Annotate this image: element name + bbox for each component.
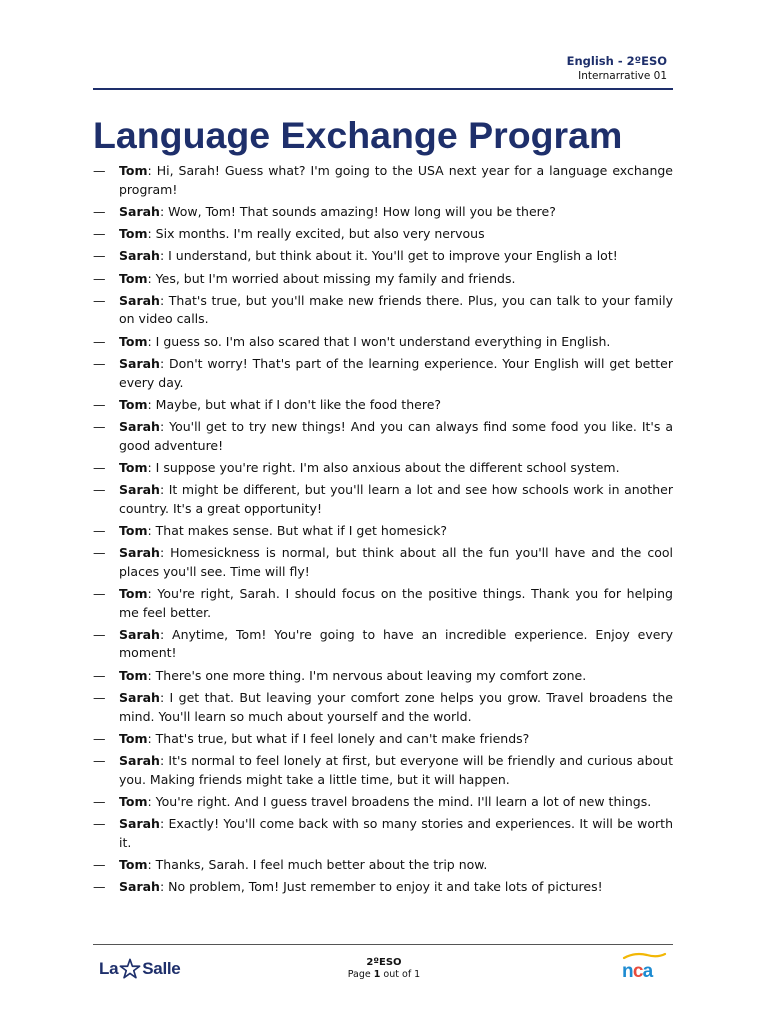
speaker-name: Tom	[119, 333, 148, 349]
subject-label: English - 2ºESO	[566, 54, 667, 68]
dash-marker: —	[93, 753, 106, 769]
speaker-name: Tom	[119, 857, 148, 873]
speech: : Maybe, but what if I don't like the food there?	[147, 396, 442, 412]
dialogue-line	[93, 544, 673, 581]
dialogue-text	[119, 878, 673, 897]
dash-marker: —	[93, 163, 106, 178]
speech: : Homesickness is normal, but think about all the fun you'll have and the cool places you'll see. Time will fly!	[119, 545, 673, 579]
dash-marker: —	[93, 667, 106, 683]
speaker-name: Tom	[119, 730, 148, 746]
dialogue-line	[93, 815, 673, 852]
dialogue-line	[93, 247, 673, 266]
dialogue-line	[93, 333, 673, 352]
speech: : Wow, Tom! That sounds amazing! How long will you be there?	[159, 203, 556, 219]
dialogue-text	[119, 815, 673, 852]
speech: : I get that. But leaving your comfort zone helps you grow. Travel broadens the mind. You'll learn so much about yourself and the world.	[119, 690, 673, 724]
dialogue-text	[119, 247, 673, 266]
dialogue-line	[93, 459, 673, 478]
speech: : That's true, but you'll make new friends there. Plus, you can talk to your family on video calls.	[119, 292, 673, 327]
speaker-name: Sarah	[119, 816, 160, 832]
dash-marker: —	[93, 226, 106, 242]
dash-marker: —	[93, 730, 106, 746]
dialogue-text	[119, 585, 673, 622]
dash-marker: —	[93, 857, 106, 873]
dialogue-line	[93, 292, 673, 329]
speech: : That's true, but what if I feel lonely and can't make friends?	[147, 730, 530, 746]
speech: : Hi, Sarah! Guess what? I'm going to the USA next year for a language exchange program!	[119, 163, 673, 197]
dash-marker: —	[93, 586, 106, 602]
dialogue-line	[93, 626, 673, 663]
speech: : You'll get to try new things! And you can always find some food you like. It's a good adventure!	[119, 419, 673, 453]
dash-marker: —	[93, 545, 106, 561]
dash-marker: —	[93, 356, 106, 372]
dialogue-text	[119, 459, 673, 478]
speaker-name: Sarah	[119, 203, 160, 219]
dash-marker: —	[93, 626, 106, 642]
dialogue-text	[119, 544, 673, 581]
lasalle-logo-text-salle: Salle	[142, 959, 181, 978]
speech: : You're right, Sarah. I should focus on the positive things. Thank you for helping me feel better.	[119, 586, 673, 620]
speech: : There's one more thing. I'm nervous about leaving my comfort zone.	[147, 667, 587, 683]
dialogue-text	[119, 396, 673, 415]
dialogue-line	[93, 856, 673, 875]
speaker-name: Tom	[119, 667, 148, 683]
speech: : Anytime, Tom! You're going to have an incredible experience. Enjoy every moment!	[119, 626, 673, 661]
speaker-name: Tom	[119, 793, 148, 809]
document-code: Internarrative 01	[578, 70, 667, 82]
speaker-name: Tom	[119, 226, 148, 242]
speech: : I suppose you're right. I'm also anxious about the different school system.	[147, 459, 620, 475]
speaker-name: Tom	[119, 396, 148, 412]
page-current: 1	[373, 969, 381, 980]
header-divider	[93, 88, 673, 90]
speaker-name: Sarah	[119, 482, 160, 498]
dialogue-text	[119, 752, 673, 789]
speech: : No problem, Tom! Just remember to enjoy it and take lots of pictures!	[159, 879, 603, 895]
dialogue-line	[93, 481, 673, 518]
speaker-name: Sarah	[119, 753, 160, 769]
dialogue-text	[119, 626, 673, 663]
page-title: Language Exchange Program	[93, 114, 623, 156]
dialogue-text	[119, 667, 673, 686]
dialogue-line	[93, 878, 673, 897]
dialogue-list	[93, 162, 673, 901]
speaker-name: Sarah	[119, 248, 160, 264]
dialogue-text	[119, 418, 673, 455]
speaker-name: Sarah	[119, 626, 160, 642]
lasalle-logo-text-la: La	[99, 959, 119, 978]
dialogue-text	[119, 355, 673, 392]
dash-marker: —	[93, 270, 106, 286]
dash-marker: —	[93, 482, 106, 498]
speech: : Six months. I'm really excited, but also very nervous	[147, 226, 485, 242]
dialogue-line	[93, 225, 673, 244]
dash-marker: —	[93, 203, 106, 219]
dialogue-text	[119, 203, 673, 222]
speech: : I guess so. I'm also scared that I won't understand everything in English.	[147, 333, 611, 349]
footer-divider	[93, 944, 673, 945]
dialogue-line	[93, 203, 673, 222]
dash-marker: —	[93, 690, 106, 706]
speaker-name: Tom	[119, 163, 148, 178]
speaker-name: Tom	[119, 270, 148, 286]
dialogue-text	[119, 292, 673, 329]
dialogue-text	[119, 730, 673, 749]
dialogue-line	[93, 270, 673, 289]
dialogue-line	[93, 585, 673, 622]
svg-text:nca: nca	[622, 961, 653, 982]
document-header	[567, 54, 667, 83]
dialogue-line	[93, 752, 673, 789]
footer-course: 2ºESO	[366, 957, 402, 968]
speech: : Thanks, Sarah. I feel much better about the trip now.	[147, 857, 488, 873]
dialogue-line	[93, 793, 673, 812]
speech: : I understand, but think about it. You'll get to improve your English a lot!	[159, 248, 618, 264]
dialogue-text	[119, 689, 673, 726]
dialogue-text	[119, 793, 673, 812]
dialogue-line	[93, 730, 673, 749]
speaker-name: Tom	[119, 523, 148, 539]
dash-marker: —	[93, 248, 106, 264]
dash-marker: —	[93, 793, 106, 809]
dash-marker: —	[93, 523, 106, 539]
dialogue-line	[93, 355, 673, 392]
dialogue-line	[93, 667, 673, 686]
dash-marker: —	[93, 292, 106, 308]
dialogue-line	[93, 689, 673, 726]
dash-marker: —	[93, 879, 106, 895]
speech: : Don't worry! That's part of the learning experience. Your English will get better every day.	[119, 356, 673, 390]
dash-marker: —	[93, 396, 106, 412]
speaker-name: Sarah	[119, 690, 160, 706]
speaker-name: Tom	[119, 586, 148, 602]
nca-logo	[621, 952, 667, 982]
dialogue-line	[93, 396, 673, 415]
speech: : That makes sense. But what if I get homesick?	[147, 523, 448, 539]
dialogue-line	[93, 418, 673, 455]
dialogue-text	[119, 481, 673, 518]
dialogue-text	[119, 225, 673, 244]
dash-marker: —	[93, 816, 106, 832]
speech: : You're right. And I guess travel broadens the mind. I'll learn a lot of new things.	[147, 793, 652, 809]
dialogue-text	[119, 856, 673, 875]
speech: : It might be different, but you'll learn a lot and see how schools work in another country. It's a great opportunity!	[119, 482, 673, 516]
page-suffix: out of 1	[380, 969, 421, 980]
speaker-name: Sarah	[119, 879, 160, 895]
speaker-name: Tom	[119, 459, 148, 475]
dialogue-line	[93, 522, 673, 541]
dash-marker: —	[93, 333, 106, 349]
speech: : Yes, but I'm worried about missing my family and friends.	[147, 270, 516, 286]
dialogue-text	[119, 333, 673, 352]
dialogue-text	[119, 162, 673, 199]
dash-marker: —	[93, 459, 106, 475]
speaker-name: Sarah	[119, 292, 160, 308]
dialogue-text	[119, 522, 673, 541]
speaker-name: Sarah	[119, 545, 160, 561]
dash-marker: —	[93, 419, 106, 435]
speech: : It's normal to feel lonely at first, but everyone will be friendly and curious about you. Making friends might take a little time, but it will happen.	[119, 753, 673, 787]
speech: : Exactly! You'll come back with so many stories and experiences. It will be worth it.	[119, 816, 673, 850]
dialogue-line	[93, 162, 673, 199]
speaker-name: Sarah	[119, 419, 160, 435]
page-prefix: Page	[347, 969, 374, 980]
speaker-name: Sarah	[119, 356, 160, 372]
dialogue-text	[119, 270, 673, 289]
